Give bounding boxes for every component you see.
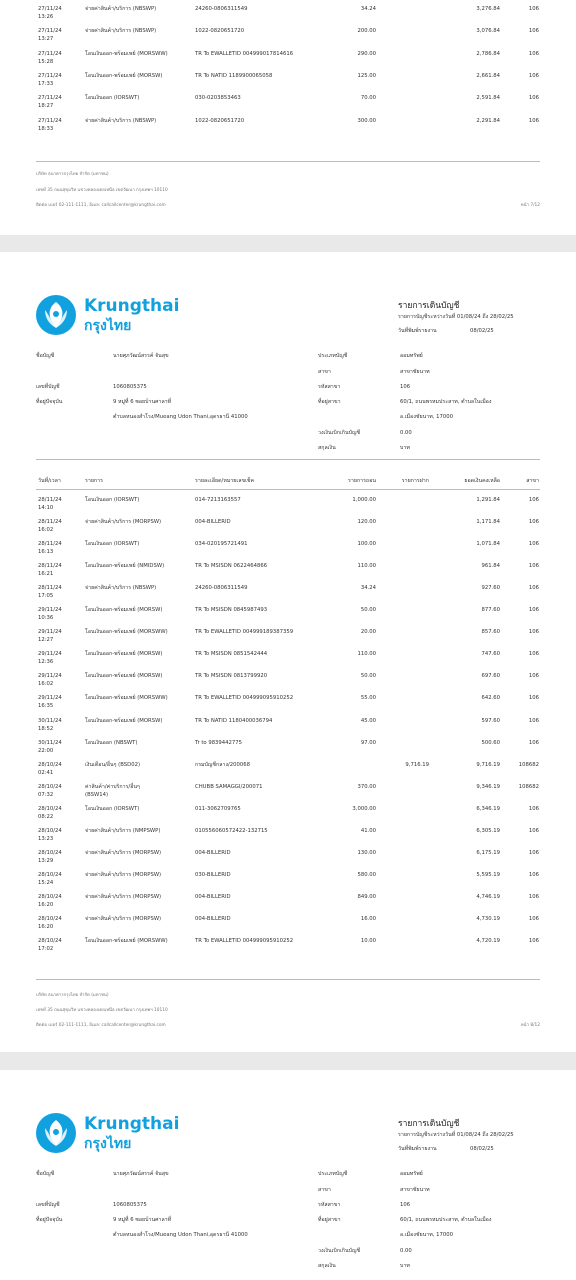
row-withdraw: 125.00 [357, 72, 376, 79]
row-detail: Tr to 9839442775 [195, 739, 243, 746]
footer-contact: ติดต่อ เบอร์ 02-111-1111, อีเมล: callcallcenter@krungthai.com [36, 203, 166, 208]
address-line-1: 9 หมู่ที่ 6 ซอยบ้านศาลาที่ [113, 1217, 172, 1223]
row-branch: 108682 [518, 761, 539, 768]
row-time: 14:10 [38, 505, 54, 511]
branch-code: 106 [400, 384, 411, 390]
row-balance: 961.84 [481, 563, 500, 570]
row-branch: 106 [528, 72, 539, 79]
table-row [0, 585, 576, 607]
table-row [0, 718, 576, 740]
col-balance: ยอดเงินคงเหลือ [464, 478, 500, 484]
row-branch: 106 [528, 563, 539, 570]
report-period: รายการบัญชีระหว่างวันที่ 01/08/24 ถึง 28/02/25 [398, 1132, 514, 1138]
table-row [0, 6, 576, 28]
row-withdraw: 849.00 [357, 893, 376, 900]
currency-value: บาท [400, 1263, 410, 1269]
logo-text-en: Krungthai [84, 1114, 180, 1134]
footer-contact: ติดต่อ เบอร์ 02-111-1111, อีเมล: callcallcenter@krungthai.com [36, 1023, 166, 1028]
row-branch: 106 [528, 95, 539, 102]
row-type-line-2: (BSW14) [85, 791, 109, 798]
print-date-label: วันที่พิมพ์รายงาน [398, 328, 437, 334]
row-date: 28/10/24 [38, 783, 62, 790]
row-balance: 5,595.19 [476, 871, 500, 878]
row-time: 08:22 [38, 813, 54, 820]
row-branch: 106 [528, 585, 539, 592]
row-branch: 106 [528, 50, 539, 57]
row-date: 28/10/24 [38, 938, 62, 944]
row-detail: TR To MSISDN 0813799920 [195, 673, 268, 680]
table-row [0, 118, 576, 140]
row-type: โอนเงินออก-พร้อมเพย์ (MORSWW) [85, 50, 168, 57]
row-date: 28/11/24 [38, 563, 62, 570]
column-divider [36, 489, 540, 490]
row-time: 16:02 [38, 681, 54, 688]
row-withdraw: 580.00 [357, 871, 376, 878]
row-time: 13:26 [38, 14, 54, 20]
currency-label: สกุลเงิน [318, 445, 336, 451]
row-detail: 030-0203853463 [195, 95, 241, 102]
row-balance: 3,076.84 [476, 28, 500, 35]
row-detail: TR To EWALLETID 004999189387359 [195, 629, 294, 636]
row-balance: 2,291.84 [476, 117, 500, 124]
row-branch: 106 [528, 938, 539, 944]
row-balance: 857.60 [481, 629, 500, 636]
row-balance: 697.60 [481, 673, 500, 680]
row-time: 16:21 [38, 571, 54, 578]
row-balance: 9,346.19 [476, 783, 500, 790]
row-date: 27/11/24 [38, 6, 62, 12]
statement-page-9 [0, 1070, 576, 1280]
account-number-label: เลขที่บัญชี [36, 384, 60, 390]
row-balance: 3,276.84 [476, 6, 500, 12]
row-detail: 014-7213163557 [195, 497, 241, 503]
row-time: 18:33 [38, 125, 54, 132]
row-time: 16:20 [38, 923, 54, 930]
col-date: วันที่/เวลา [38, 478, 61, 484]
row-type: เงินเดือน/อื่นๆ (BSD02) [85, 761, 141, 768]
overdraft-value: 0.00 [400, 430, 412, 436]
row-withdraw: 45.00 [360, 717, 376, 724]
row-time: 17:33 [38, 80, 54, 87]
row-detail: 004-BILLERID [195, 849, 231, 856]
footer-address: เลขที่ 35 ถนนสุขุมวิท แขวงคลองเตยเหนือ เขตวัฒนา กรุงเทพฯ 10110 [36, 1008, 168, 1013]
row-balance: 877.60 [481, 607, 500, 614]
row-time: 12:36 [38, 659, 54, 666]
table-row [0, 938, 576, 960]
row-detail: 1022-0820651720 [195, 117, 245, 124]
row-branch: 106 [528, 871, 539, 878]
row-time: 16:35 [38, 703, 54, 710]
account-number: 1060805375 [113, 1202, 147, 1208]
header-divider [36, 459, 540, 460]
table-row [0, 563, 576, 585]
row-date: 29/11/24 [38, 629, 62, 636]
overdraft-value: 0.00 [400, 1248, 412, 1254]
row-branch: 106 [528, 497, 539, 503]
table-row [0, 872, 576, 894]
row-branch: 106 [528, 117, 539, 124]
row-date: 27/11/24 [38, 50, 62, 57]
branch-name: สาขาชัยนาท [400, 1187, 430, 1193]
footer-company: บริษัท ธนาคารกรุงไทย จำกัด (มหาชน) [36, 172, 109, 177]
row-detail: TR To EWALLETID 004999095910252 [195, 695, 294, 702]
row-type: จ่ายค่าสินค้า/บริการ (MORPSW) [85, 519, 162, 526]
col-detail: รายละเอียด/หมายเลขเช็ค [195, 478, 255, 484]
branch-address-label: ที่อยู่สาขา [318, 1217, 341, 1223]
branch-code-label: รหัสสาขา [318, 384, 341, 390]
row-withdraw: 370.00 [357, 783, 376, 790]
row-type: โอนเงินออก (IORSWT) [85, 805, 140, 812]
row-branch: 106 [528, 673, 539, 680]
address-line-1: 9 หมู่ที่ 6 ซอยบ้านศาลาที่ [113, 399, 172, 405]
row-branch: 106 [528, 607, 539, 614]
address-line-2: ตำบลหนองสำโรง/Mueang Udon Thani,อุดรธานี 41000 [113, 414, 248, 420]
report-period: รายการบัญชีระหว่างวันที่ 01/08/24 ถึง 28/02/25 [398, 314, 514, 320]
row-time: 10:36 [38, 615, 54, 622]
row-type: โอนเงินออก (IORSWT) [85, 497, 140, 503]
row-type: จ่ายค่าสินค้า/บริการ (MORPSW) [85, 893, 162, 900]
row-branch: 106 [528, 629, 539, 636]
table-row [0, 651, 576, 673]
row-date: 28/10/24 [38, 915, 62, 922]
row-type: โอนเงินออก-พร้อมเพย์ (MORSWW) [85, 938, 168, 944]
print-date: 08/02/25 [470, 1146, 494, 1152]
table-row [0, 916, 576, 938]
row-balance: 927.60 [481, 585, 500, 592]
table-row [0, 894, 576, 916]
col-branch: สาขา [526, 478, 539, 484]
col-withdraw: รายการถอน [348, 478, 376, 484]
row-branch: 106 [528, 893, 539, 900]
row-withdraw: 110.00 [357, 651, 376, 658]
row-withdraw: 20.00 [360, 629, 376, 636]
currency-label: สกุลเงิน [318, 1263, 336, 1269]
account-name-label: ชื่อบัญชี [36, 353, 55, 359]
row-withdraw: 55.00 [360, 695, 376, 702]
row-date: 28/11/24 [38, 497, 62, 503]
address-line-2: ตำบลหนองสำโรง/Mueang Udon Thani,อุดรธานี 41000 [113, 1232, 248, 1238]
row-date: 29/11/24 [38, 673, 62, 680]
branch-code: 106 [400, 1202, 411, 1208]
row-time: 02:41 [38, 769, 54, 776]
row-balance: 6,175.19 [476, 849, 500, 856]
row-time: 12:27 [38, 637, 54, 644]
row-time: 16:20 [38, 901, 54, 908]
row-type: โอนเงินออก (IORSWT) [85, 95, 140, 102]
row-branch: 108682 [518, 783, 539, 790]
row-type: โอนเงินออก-พร้อมเพย์ (MORSW) [85, 72, 163, 79]
table-row [0, 73, 576, 95]
statement-page-7 [0, 0, 576, 235]
account-name: นายศุภวัฒน์สรรค์ จันสุข [113, 353, 169, 359]
overdraft-label: วงเงินเบิกเกินบัญชี [318, 1248, 361, 1254]
table-row [0, 497, 576, 519]
row-type: จ่ายค่าสินค้า/บริการ (NBSWP) [85, 6, 157, 12]
account-type: ออมทรัพย์ [400, 1171, 423, 1177]
page-number: หน้า 8/12 [520, 1023, 540, 1028]
col-type: รายการ [85, 478, 103, 484]
row-branch: 106 [528, 849, 539, 856]
account-name-label: ชื่อบัญชี [36, 1171, 55, 1177]
row-type: จ่ายค่าสินค้า/บริการ (NBSWP) [85, 585, 157, 592]
row-date: 27/11/24 [38, 95, 62, 102]
address-label: ที่อยู่ปัจจุบัน [36, 399, 63, 405]
row-balance: 6,346.19 [476, 805, 500, 812]
row-branch: 106 [528, 651, 539, 658]
row-date: 27/11/24 [38, 28, 62, 35]
row-date: 27/11/24 [38, 117, 62, 124]
row-withdraw: 41.00 [360, 827, 376, 834]
print-date: 08/02/25 [470, 328, 494, 334]
row-balance: 6,305.19 [476, 827, 500, 834]
row-balance: 4,720.19 [476, 938, 500, 944]
table-row [0, 740, 576, 762]
row-time: 18:52 [38, 725, 54, 732]
row-time: 15:24 [38, 879, 54, 886]
row-branch: 106 [528, 717, 539, 724]
row-detail: 034-020195721491 [195, 541, 248, 548]
table-row [0, 673, 576, 695]
row-type: ค่าสินค้า/ค่าบริการ/อื่นๆ [85, 783, 140, 790]
account-name: นายศุภวัฒน์สรรค์ จันสุข [113, 1171, 169, 1177]
row-detail: 24260-0806311549 [195, 585, 248, 592]
row-time: 15:28 [38, 58, 54, 65]
logo-text-th: กรุงไทย [84, 318, 132, 334]
row-branch: 106 [528, 695, 539, 702]
account-type-label: ประเภทบัญชี [318, 353, 348, 359]
row-detail: 004-BILLERID [195, 915, 231, 922]
address-label: ที่อยู่ปัจจุบัน [36, 1217, 63, 1223]
branch-address-line-2: อ.เมืองชัยนาท, 17000 [400, 414, 453, 420]
row-detail: 24260-0806311549 [195, 6, 248, 12]
row-detail: 004-BILLERID [195, 893, 231, 900]
row-time: 18:27 [38, 103, 54, 110]
row-date: 28/11/24 [38, 541, 62, 548]
row-time: 16:13 [38, 549, 54, 556]
col-deposit: รายการฝาก [401, 478, 429, 484]
row-withdraw: 10.00 [360, 938, 376, 944]
row-withdraw: 34.24 [360, 6, 376, 12]
row-balance: 1,171.84 [476, 519, 500, 526]
row-date: 28/10/24 [38, 871, 62, 878]
table-row [0, 28, 576, 50]
account-type: ออมทรัพย์ [400, 353, 423, 359]
report-title: รายการเดินบัญชี [398, 301, 460, 311]
table-row [0, 762, 576, 784]
row-detail: 011-3062709765 [195, 805, 241, 812]
branch-label: สาขา [318, 369, 331, 375]
row-detail: 004-BILLERID [195, 519, 231, 526]
logo-text-en: Krungthai [84, 296, 180, 316]
row-balance: 2,591.84 [476, 95, 500, 102]
row-date: 30/11/24 [38, 739, 62, 746]
report-title: รายการเดินบัญชี [398, 1119, 460, 1129]
row-branch: 106 [528, 519, 539, 526]
row-type: จ่ายค่าสินค้า/บริการ (NBSWP) [85, 117, 157, 124]
row-date: 29/11/24 [38, 607, 62, 614]
row-balance: 597.60 [481, 717, 500, 724]
branch-address-label: ที่อยู่สาขา [318, 399, 341, 405]
row-balance: 747.60 [481, 651, 500, 658]
row-balance: 2,786.84 [476, 50, 500, 57]
account-type-label: ประเภทบัญชี [318, 1171, 348, 1177]
row-date: 29/11/24 [38, 695, 62, 702]
row-type: โอนเงินออก-พร้อมเพย์ (MORSW) [85, 607, 163, 614]
row-date: 28/10/24 [38, 805, 62, 812]
table-row [0, 607, 576, 629]
row-date: 28/11/24 [38, 585, 62, 592]
branch-code-label: รหัสสาขา [318, 1202, 341, 1208]
row-type: โอนเงินออก-พร้อมเพย์ (MORSW) [85, 673, 163, 680]
row-date: 28/10/24 [38, 761, 62, 768]
row-balance: 642.60 [481, 695, 500, 702]
row-withdraw: 290.00 [357, 50, 376, 57]
row-balance: 1,071.84 [476, 541, 500, 548]
row-withdraw: 3,000.00 [352, 805, 376, 812]
row-date: 28/10/24 [38, 893, 62, 900]
row-date: 29/11/24 [38, 651, 62, 658]
currency-value: บาท [400, 445, 410, 451]
row-deposit: 9,716.19 [405, 761, 429, 768]
row-detail: 1022-0820651720 [195, 28, 245, 35]
row-branch: 106 [528, 827, 539, 834]
row-type: โอนเงินออก-พร้อมเพย์ (MORSW) [85, 717, 163, 724]
row-detail: กรมบัญชีกลาง/200068 [195, 761, 251, 768]
footer-address: เลขที่ 35 ถนนสุขุมวิท แขวงคลองเตยเหนือ เขตวัฒนา กรุงเทพฯ 10110 [36, 188, 168, 193]
row-detail: TR To MSISDN 0622464866 [195, 563, 268, 570]
row-branch: 106 [528, 915, 539, 922]
row-date: 28/10/24 [38, 827, 62, 834]
row-branch: 106 [528, 28, 539, 35]
branch-address-line-1: 60/1, ถนนพรหมประสาท, ตำบลในเมือง [400, 399, 492, 405]
table-row [0, 695, 576, 717]
row-branch: 106 [528, 541, 539, 548]
row-time: 17:02 [38, 946, 54, 952]
page-number: หน้า 7/12 [520, 203, 540, 208]
row-type: โอนเงินออก (IORSWT) [85, 541, 140, 548]
table-row [0, 519, 576, 541]
row-type: โอนเงินออก-พร้อมเพย์ (NMIDSW) [85, 563, 165, 570]
row-type: จ่ายค่าสินค้า/บริการ (NMPSWP) [85, 827, 161, 834]
row-date: 28/11/24 [38, 519, 62, 526]
row-balance: 500.60 [481, 739, 500, 746]
row-branch: 106 [528, 805, 539, 812]
account-number: 1060805375 [113, 384, 147, 390]
row-withdraw: 120.00 [357, 519, 376, 526]
row-time: 17:05 [38, 593, 54, 600]
row-date: 28/10/24 [38, 849, 62, 856]
footer-company: บริษัท ธนาคารกรุงไทย จำกัด (มหาชน) [36, 993, 109, 998]
row-detail: CHUBB SAMAGGI/200071 [195, 783, 263, 790]
table-row [0, 784, 576, 806]
row-type: จ่ายค่าสินค้า/บริการ (MORPSW) [85, 871, 162, 878]
row-balance: 2,661.84 [476, 72, 500, 79]
row-type: โอนเงินออก-พร้อมเพย์ (MORSWW) [85, 695, 168, 702]
row-type: โอนเงินออก (NBSWT) [85, 739, 138, 746]
statement-page-8 [0, 252, 576, 1052]
branch-address-line-1: 60/1, ถนนพรหมประสาท, ตำบลในเมือง [400, 1217, 492, 1223]
row-time: 13:29 [38, 857, 54, 864]
table-row [0, 541, 576, 563]
account-number-label: เลขที่บัญชี [36, 1202, 60, 1208]
table-row [0, 850, 576, 872]
row-balance: 4,746.19 [476, 893, 500, 900]
branch-name: สาขาชัยนาท [400, 369, 430, 375]
row-withdraw: 70.00 [360, 95, 376, 102]
row-withdraw: 97.00 [360, 739, 376, 746]
row-withdraw: 50.00 [360, 673, 376, 680]
row-detail: 030-BILLERID [195, 871, 231, 878]
row-time: 13:23 [38, 835, 54, 842]
row-withdraw: 100.00 [357, 541, 376, 548]
row-detail: TR To EWALLETID 004999095910252 [195, 938, 294, 944]
table-row [0, 828, 576, 850]
row-withdraw: 110.00 [357, 563, 376, 570]
branch-label: สาขา [318, 1187, 331, 1193]
table-row [0, 806, 576, 828]
table-row [0, 51, 576, 73]
row-balance: 9,716.19 [476, 761, 500, 768]
row-time: 16:02 [38, 527, 54, 534]
row-detail: TR To NATID 1189900065058 [195, 72, 273, 79]
row-type: จ่ายค่าสินค้า/บริการ (MORPSW) [85, 915, 162, 922]
row-branch: 106 [528, 6, 539, 12]
print-date-label: วันที่พิมพ์รายงาน [398, 1146, 437, 1152]
row-withdraw: 16.00 [360, 915, 376, 922]
row-type: จ่ายค่าสินค้า/บริการ (MORPSW) [85, 849, 162, 856]
table-row [0, 629, 576, 651]
row-withdraw: 1,000.00 [352, 497, 376, 503]
krungthai-logo-icon [36, 295, 76, 335]
row-withdraw: 200.00 [357, 28, 376, 35]
row-withdraw: 50.00 [360, 607, 376, 614]
footer-divider [36, 979, 540, 980]
row-detail: TR To NATID 1180400036794 [195, 717, 273, 724]
row-time: 22:00 [38, 747, 54, 754]
table-row [0, 95, 576, 117]
footer-divider [36, 161, 540, 162]
row-balance: 1,291.84 [476, 497, 500, 503]
overdraft-label: วงเงินเบิกเกินบัญชี [318, 430, 361, 436]
logo-text-th: กรุงไทย [84, 1136, 132, 1152]
row-date: 30/11/24 [38, 717, 62, 724]
row-withdraw: 300.00 [357, 117, 376, 124]
row-type: จ่ายค่าสินค้า/บริการ (NBSWP) [85, 28, 157, 35]
row-time: 07:32 [38, 791, 54, 798]
row-time: 13:27 [38, 36, 54, 43]
row-type: โอนเงินออก-พร้อมเพย์ (MORSWW) [85, 629, 168, 636]
row-detail: TR To MSISDN 0851542444 [195, 651, 268, 658]
row-withdraw: 130.00 [357, 849, 376, 856]
row-balance: 4,730.19 [476, 915, 500, 922]
row-type: โอนเงินออก-พร้อมเพย์ (MORSW) [85, 651, 163, 658]
branch-address-line-2: อ.เมืองชัยนาท, 17000 [400, 1232, 453, 1238]
row-detail: TR To MSISDN 0845987493 [195, 607, 268, 614]
row-branch: 106 [528, 739, 539, 746]
row-withdraw: 34.24 [360, 585, 376, 592]
row-detail: 010556060572422-132715 [195, 827, 268, 834]
krungthai-logo-icon [36, 1113, 76, 1153]
row-detail: TR To EWALLETID 004999017814616 [195, 50, 294, 57]
row-date: 27/11/24 [38, 72, 62, 79]
